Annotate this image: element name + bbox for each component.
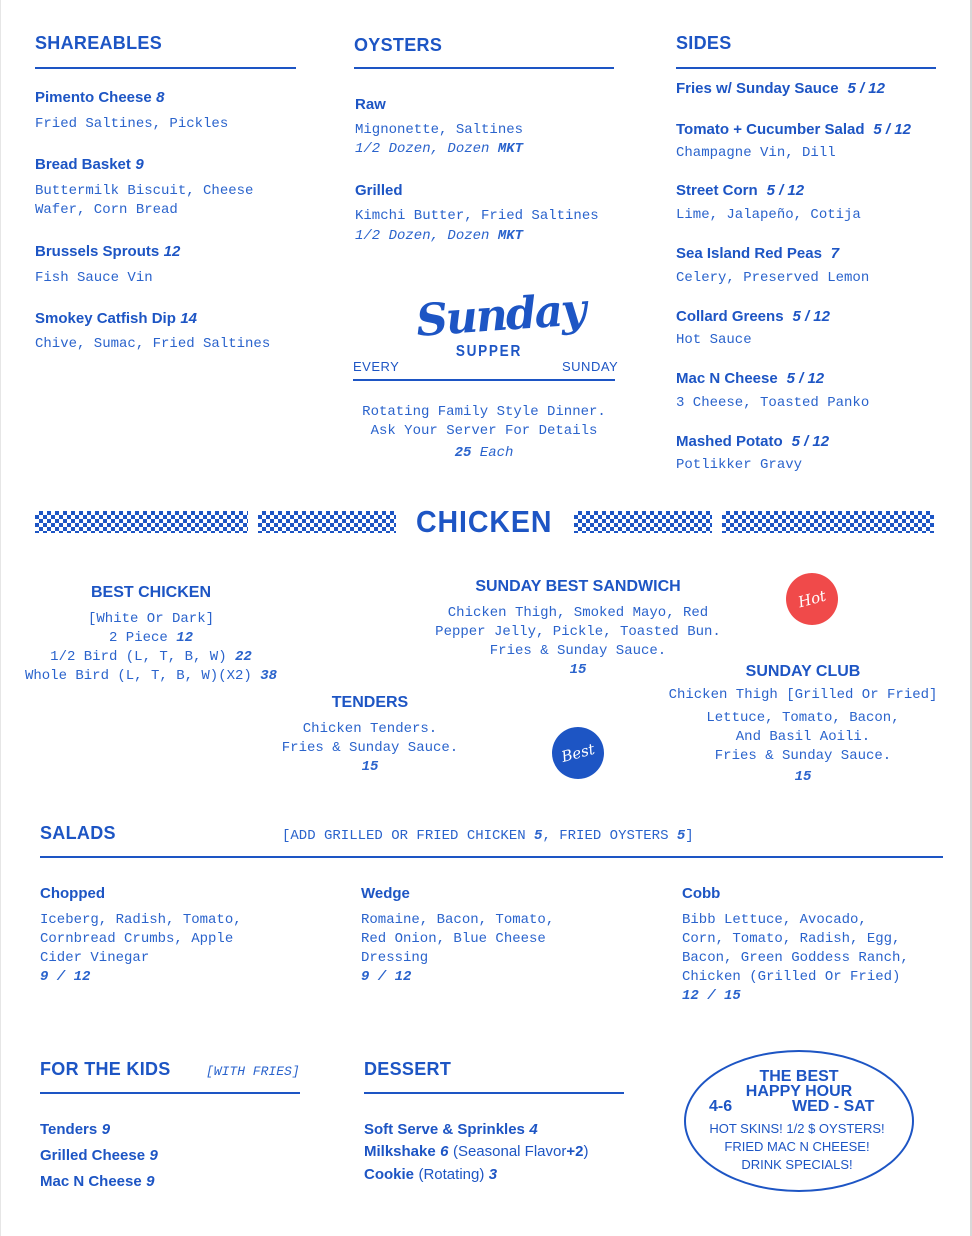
item-price: 7 [830,245,840,262]
item-price: 5 / 12 [791,433,830,450]
kids-item [40,1173,155,1191]
item-description: Kimchi Butter, Fried Saltines [355,208,599,224]
item-description: Hot Sauce [676,332,752,348]
description-line: Bibb Lettuce, Avocado, [682,912,867,928]
item-name: Mac N Cheese [676,370,778,387]
happy-hour-days: WED - SAT [792,1098,875,1115]
description-line: Iceberg, Radish, Tomato, [40,912,242,928]
item-price: 14 [180,310,198,327]
item-name: Tenders [40,1121,98,1138]
item-price: 5 / 12 [873,121,911,138]
item-price: MKT [497,228,524,244]
item-name: Grilled [355,182,403,199]
item-price: 8 [156,89,165,106]
detail-line: [White Or Dark] [87,611,215,627]
item-description: Lime, Jalapeño, Cotija [676,207,861,223]
club-details [664,686,942,787]
sizes-text: 1/2 Dozen, Dozen [355,228,490,244]
item-extra: (Seasonal Flavor [452,1143,567,1160]
happy-hour-line: FRIED MAC N CHEESE! [724,1139,870,1154]
dessert-item [364,1121,538,1139]
item-name: Brussels Sprouts [35,243,160,260]
detail-line [14,648,288,667]
salad-name: Cobb [682,885,721,902]
oysters-rule [354,67,614,69]
supper-price: 25 [454,445,472,461]
description-line: Corn, Tomato, Radish, Egg, [682,931,901,947]
item-price: 5 / 12 [792,308,830,325]
supper-price-line [340,444,628,463]
item-description: 3 Cheese, Toasted Panko [676,395,870,411]
side-item [676,80,885,98]
detail-price: 12 [176,630,194,646]
detail-price: 22 [235,649,252,665]
detail-text: Whole Bird (L, T, B, W)(X2) [24,668,252,684]
item-price: 9 [149,1147,158,1164]
item-description: Chive, Sumac, Fried Saltines [35,336,271,352]
tenders-title: TENDERS [331,694,409,711]
side-item [676,245,839,263]
item-name: Collard Greens [676,308,784,325]
detail-line: And Basil Aoili. [735,729,871,745]
item-price: 4 [529,1121,538,1138]
item-price: 5 / 12 [847,80,885,97]
item-name: Fries w/ Sunday Sauce [676,80,839,97]
description-line: Cornbread Crumbs, Apple [40,931,234,947]
detail-price: 38 [260,668,278,684]
menu-item [35,156,144,174]
addon-text: , FRIED OYSTERS [542,828,669,844]
salad-price: 12 / 15 [682,988,741,1004]
item-price: MKT [497,141,524,157]
checker-pattern [258,511,396,533]
item-name: Sea Island Red Peas [676,245,822,262]
menu-item [35,243,180,261]
kids-rule [40,1092,300,1094]
description-line: Dressing [361,950,429,966]
sizes-text: 1/2 Dozen, Dozen [355,141,490,157]
salad-description [361,911,554,987]
dessert-rule [364,1092,624,1094]
detail-line [14,629,288,648]
item-name: Pimento Cheese [35,89,152,106]
item-extra: (Rotating) [418,1166,485,1183]
checker-pattern [722,511,934,533]
addon-text: [ADD GRILLED OR FRIED CHICKEN [282,828,526,844]
item-description: Fish Sauce Vin [35,270,153,286]
detail-line: Fries & Sunday Sauce. [714,748,892,764]
side-item [676,308,830,326]
item-price: 5 / 12 [786,370,825,387]
item-name: Mac N Cheese [40,1173,142,1190]
happy-hour-line: THE BEST [759,1068,839,1085]
happy-hour-line: HAPPY HOUR [745,1083,853,1100]
salad-price: 9 / 12 [40,969,91,985]
detail-text: 2 Piece [108,630,168,646]
checker-pattern [35,511,248,533]
item-price: 12 [163,243,181,260]
dessert-item [364,1143,588,1161]
detail-line: Fries & Sunday Sauce. [489,643,667,659]
detail-text: 1/2 Bird (L, T, B, W) [50,649,227,665]
addon-text: ] [685,828,694,844]
supper-description [340,403,628,463]
item-name: Mashed Potato [676,433,783,450]
club-title: SUNDAY CLUB [745,663,861,680]
item-sizes [355,140,523,159]
detail-price: 15 [361,759,379,775]
supper-every-label: EVERY [353,359,400,374]
supper-price-suffix: Each [479,445,514,461]
item-price: 9 [101,1121,111,1138]
item-name: Cookie [364,1166,415,1183]
addon-price: 5 [676,828,686,844]
salad-name: Chopped [40,885,105,902]
happy-hour-specials [690,1120,904,1174]
best-chicken-details [14,610,288,686]
detail-line [14,667,288,686]
detail-line: Fries & Sunday Sauce. [281,740,459,756]
item-description: Champagne Vin, Dill [676,145,836,161]
item-description: Fried Saltines, Pickles [35,116,229,132]
best-chicken-title: BEST CHICKEN [90,584,211,601]
item-name: Bread Basket [35,156,131,173]
description-line: Red Onion, Blue Cheese [361,931,546,947]
side-item [676,182,804,200]
item-price: 6 [440,1143,449,1160]
item-name: Milkshake [364,1143,436,1160]
description-line: Buttermilk Biscuit, Cheese [35,183,254,199]
best-badge: Best [546,721,610,785]
item-name: Grilled Cheese [40,1147,146,1164]
side-item [676,433,829,451]
side-item [676,121,911,139]
sides-heading: SIDES [676,33,732,53]
detail-price: 15 [794,769,812,785]
happy-hour-line: DRINK SPECIALS! [741,1157,853,1172]
supper-sunday-label: SUNDAY [562,359,619,374]
menu-item [35,310,197,328]
checker-pattern [574,511,712,533]
kids-item [40,1121,110,1139]
salad-description [682,911,909,1006]
detail-line: Chicken Tenders. [302,721,438,737]
salad-price: 9 / 12 [361,969,412,985]
side-item [676,370,824,388]
dessert-heading: DESSERT [364,1059,452,1079]
description-line: Chicken (Grilled Or Fried) [682,969,901,985]
shareables-rule [35,67,296,69]
kids-note: [WITH FRIES] [206,1064,300,1079]
supper-rule [353,379,615,381]
item-description: Mignonette, Saltines [355,122,524,138]
happy-hour-time: 4-6 [709,1098,733,1115]
item-name: Soft Serve & Sprinkles [364,1121,525,1138]
item-price: 9 [135,156,144,173]
item-extra-end: ) [583,1143,589,1160]
description-line: Romaine, Bacon, Tomato, [361,912,555,928]
salads-rule [40,856,943,858]
sunday-logo-sub: SUPPER [455,343,522,360]
description-line: Cider Vinegar [40,950,150,966]
item-sizes [355,227,523,246]
detail-line: Lettuce, Tomato, Bacon, [706,710,900,726]
tenders-details [260,720,480,777]
supper-line: Ask Your Server For Details [370,423,598,439]
kids-item [40,1147,158,1165]
description-line: Bacon, Green Goddess Ranch, [682,950,909,966]
chicken-heading: CHICKEN [416,504,553,539]
item-description: Celery, Preserved Lemon [676,270,870,286]
oysters-heading: OYSTERS [354,35,443,55]
item-price: 3 [488,1166,498,1183]
sunday-logo-script: Sunday [414,284,587,347]
item-description [35,182,253,220]
detail-line: Chicken Thigh, Smoked Mayo, Red [447,605,709,621]
page-border-left [0,0,1,1236]
kids-heading: FOR THE KIDS [40,1059,171,1079]
salads-addon-note [282,827,694,846]
hot-badge: Hot [780,567,844,631]
item-price: 5 / 12 [766,182,805,199]
item-extra-price: +2 [566,1143,584,1160]
item-name: Raw [355,96,386,113]
detail-line: Chicken Thigh [Grilled Or Fried] [668,687,938,703]
item-description: Potlikker Gravy [676,457,803,473]
detail-line: Pepper Jelly, Pickle, Toasted Bun. [435,624,721,640]
detail-price: 15 [569,662,587,678]
salads-heading: SALADS [40,823,116,843]
description-line: Wafer, Corn Bread [35,202,178,218]
menu-item [35,89,165,107]
happy-hour-line: HOT SKINS! 1/2 $ OYSTERS! [709,1121,885,1136]
item-name: Street Corn [676,182,758,199]
sandwich-title: SUNDAY BEST SANDWICH [475,578,681,595]
sides-rule [676,67,936,69]
item-name: Tomato + Cucumber Salad [676,121,865,138]
supper-line: Rotating Family Style Dinner. [362,404,606,420]
salad-name: Wedge [361,885,410,902]
item-price: 9 [146,1173,155,1190]
happy-hour-title [686,1069,912,1099]
dessert-item [364,1166,497,1184]
shareables-heading: SHAREABLES [35,33,163,53]
item-name: Smokey Catfish Dip [35,310,176,327]
salad-description [40,911,242,987]
addon-price: 5 [534,828,543,844]
